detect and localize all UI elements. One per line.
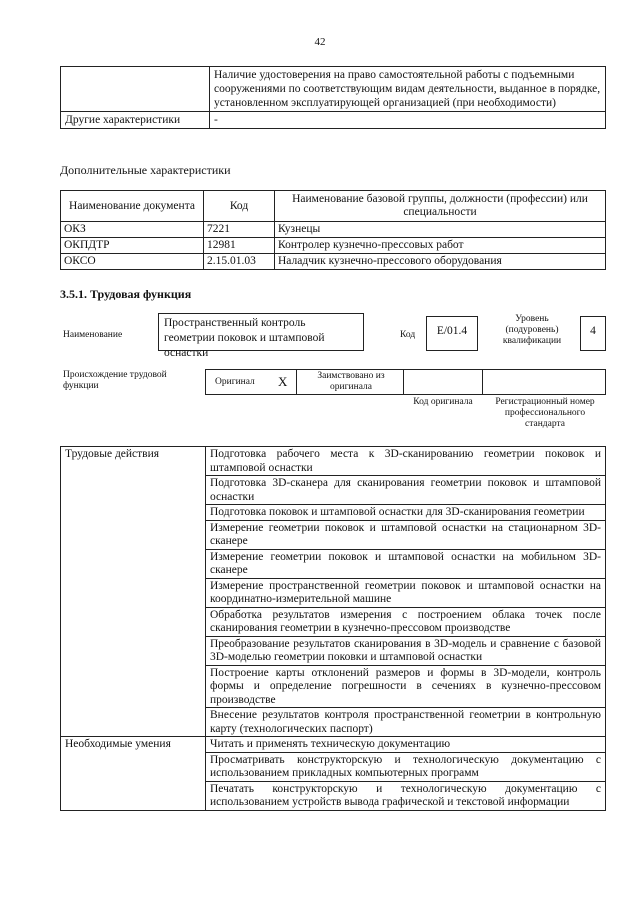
table-cell: - <box>210 112 606 129</box>
table-row <box>61 112 606 129</box>
reg-number-cell <box>482 369 606 395</box>
function-name-box: Пространственный контроль геометрии поковок и штамповой оснастки <box>158 313 364 351</box>
skill-item: Просматривать конструкторскую и технологическую документацию с использованием прикладных компьютерных программ <box>206 752 606 781</box>
additional-table <box>60 190 606 270</box>
table-cell: Контролер кузнечно-прессовых работ <box>275 238 606 254</box>
header-cell: Код <box>204 191 275 222</box>
original-cell <box>205 369 297 395</box>
action-item: Построение карты отклонений размеров и формы в 3D-модели, контроль формы и определение погрешности в сечениях в кузнечно-прессовом производстве <box>206 665 606 708</box>
borrowed-cell <box>296 369 404 395</box>
level-value-box: 4 <box>580 316 606 351</box>
original-mark: X <box>278 374 288 389</box>
action-item: Измерение пространственной геометрии поковок и штамповой оснастки на координатно-измерительной машине <box>206 578 606 607</box>
action-item: Подготовка поковок и штамповой оснастки для 3D-сканирования геометрии <box>206 505 606 521</box>
table-cell: Другие характеристики <box>61 112 210 129</box>
table-row <box>61 222 606 238</box>
action-item: Обработка результатов измерения с построением облака точек после сканирования геометрии в кузнечно-прессовом производстве <box>206 607 606 636</box>
labor-function-title: 3.5.1. Трудовая функция <box>60 287 192 301</box>
action-item: Внесение результатов контроля пространственной геометрии в контрольную карту (технологических паспорт) <box>206 708 606 737</box>
level-label: Уровень (подуровень) квалификации <box>502 314 562 346</box>
name-label: Наименование <box>63 330 123 340</box>
labor-function-table <box>60 446 606 811</box>
code-original-cell <box>403 369 483 395</box>
action-item: Измерение геометрии поковок и штамповой оснастки на стационарном 3D-сканере <box>206 520 606 549</box>
table-cell: 2.15.01.03 <box>204 254 275 270</box>
origin-label: Происхождение трудовой функции <box>63 370 167 391</box>
action-item: Подготовка рабочего места к 3D-сканированию геометрии поковок и штамповой оснастки <box>206 447 606 476</box>
table-cell: ОКПДТР <box>61 238 204 254</box>
table-header-row <box>61 191 606 222</box>
actions-label: Трудовые действия <box>61 447 206 737</box>
action-item: Подготовка 3D-сканера для сканирования геометрии поковок и штамповой оснастки <box>206 476 606 505</box>
table-row <box>61 238 606 254</box>
table-row <box>61 737 606 753</box>
table-row <box>61 254 606 270</box>
table-cell: Наличие удостоверения на право самостоятельной работы с подъемными сооружениями по соответствующим видам деятельности, выданное в порядке, установленном эксплуатирующей организацией (при необходимости) <box>210 67 606 112</box>
borrowed-label: Заимствовано из оригинала <box>317 371 385 392</box>
action-item: Измерение геометрии поковок и штамповой оснастки на мобильном 3D-сканере <box>206 549 606 578</box>
table-cell: ОКЗ <box>61 222 204 238</box>
table-cell: Кузнецы <box>275 222 606 238</box>
code-label: Код <box>400 330 416 340</box>
table-cell <box>61 67 210 112</box>
code-original-label: Код оригинала <box>413 397 473 407</box>
action-item: Преобразование результатов сканирования в 3D-модель и сравнение с базовой 3D-моделью геометрии поковки и штамповой оснастки <box>206 636 606 665</box>
table-cell: ОКСО <box>61 254 204 270</box>
original-label: Оригинал <box>215 377 255 387</box>
skills-label: Необходимые умения <box>61 737 206 811</box>
continuation-table <box>60 66 606 129</box>
table-row <box>61 447 606 476</box>
skill-item: Печатать конструкторскую и технологическую документацию с использованием устройств вывода графической и текстовой информации <box>206 781 606 810</box>
header-cell: Наименование документа <box>61 191 204 222</box>
header-cell: Наименование базовой группы, должности (профессии) или специальности <box>275 191 606 222</box>
table-cell: Наладчик кузнечно-прессового оборудования <box>275 254 606 270</box>
table-cell: 7221 <box>204 222 275 238</box>
reg-number-label: Регистрационный номер профессионального стандарта <box>495 397 595 429</box>
skill-item: Читать и применять техническую документацию <box>206 737 606 753</box>
page-number: 42 <box>314 36 326 48</box>
table-row <box>61 67 606 112</box>
function-code-box: E/01.4 <box>426 316 478 351</box>
additional-heading: Дополнительные характеристики <box>60 163 231 177</box>
table-cell: 12981 <box>204 238 275 254</box>
